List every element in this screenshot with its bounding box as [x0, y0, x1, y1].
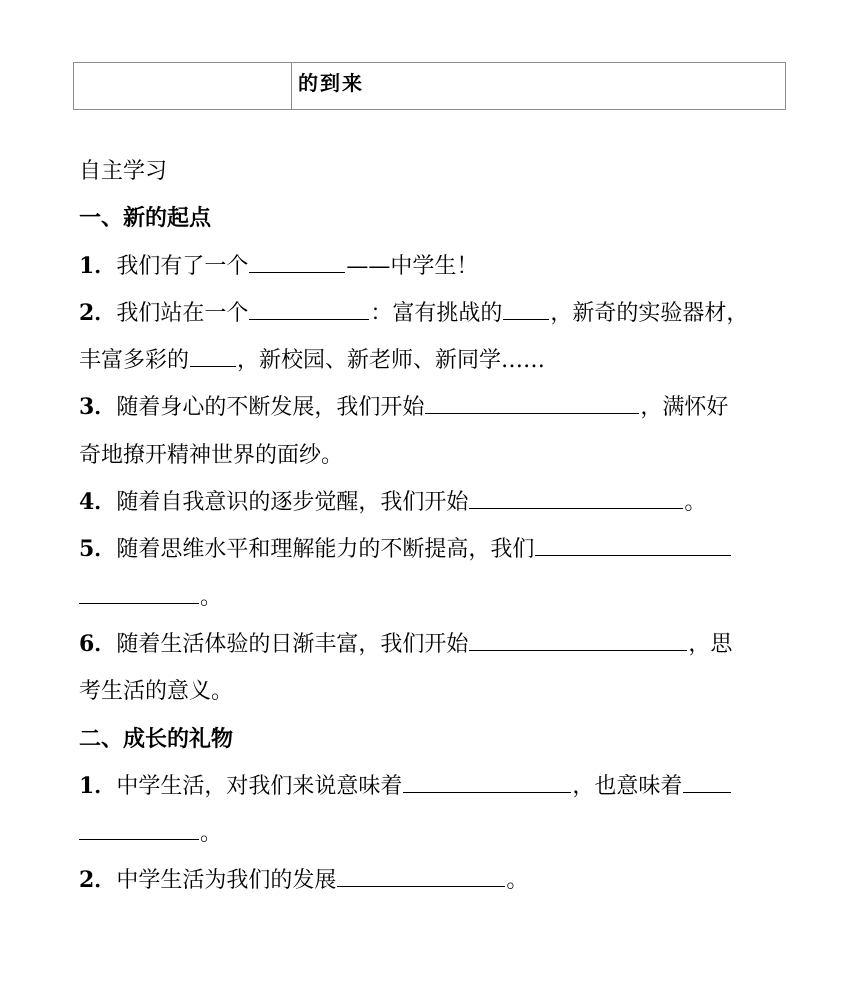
top-table [73, 62, 786, 110]
question-text: 。 [200, 821, 223, 847]
question-number: 4． [79, 489, 117, 516]
section1-title: 一、新的起点 [79, 205, 212, 232]
question-1-5-cont [79, 574, 785, 621]
question-text: ——中学生！ [346, 253, 479, 279]
question-1-1 [79, 243, 785, 290]
question-text: 。 [200, 584, 223, 610]
section-header: 自主学习 [79, 159, 168, 184]
answer-blank[interactable] [190, 365, 236, 367]
table-cell-left [74, 63, 292, 109]
question-text: 。 [684, 490, 707, 516]
question-text: 。 [506, 868, 529, 894]
question-2-1-cont [79, 810, 785, 857]
question-text: ，新奇的实验器材， [550, 300, 749, 326]
question-text: 中学生活，对我们来说意味着 [116, 773, 403, 799]
answer-blank[interactable] [469, 649, 687, 651]
question-number: 6． [79, 630, 117, 657]
answer-blank[interactable] [249, 318, 369, 320]
section2-title: 二、成长的礼物 [79, 725, 234, 752]
answer-blank[interactable] [337, 885, 505, 887]
question-1-2 [79, 290, 785, 337]
question-number: 1． [79, 772, 117, 799]
question-1-6 [79, 621, 785, 668]
question-text: ，也意味着 [572, 773, 683, 799]
worksheet-content [79, 148, 785, 905]
question-text: 随着思维水平和理解能力的不断提高，我们 [116, 537, 535, 563]
answer-blank[interactable] [683, 791, 731, 793]
question-2-2 [79, 857, 785, 904]
answer-blank[interactable] [535, 554, 731, 556]
question-number: 5． [79, 536, 117, 563]
question-number: 2． [79, 867, 117, 894]
question-text: 丰富多彩的 [79, 348, 190, 374]
answer-blank[interactable] [425, 412, 639, 414]
question-1-5 [79, 526, 785, 573]
question-number: 1． [79, 252, 117, 279]
question-text: 我们有了一个 [116, 253, 249, 279]
question-text: ，思 [688, 631, 733, 657]
question-1-3-cont: 奇地撩开精神世界的面纱。 [79, 442, 344, 468]
question-text: 我们站在一个 [116, 300, 249, 326]
question-1-6-cont: 考生活的意义。 [79, 679, 234, 705]
question-text: 中学生活为我们的发展 [116, 868, 337, 894]
answer-blank[interactable] [469, 507, 683, 509]
answer-blank[interactable] [79, 602, 199, 604]
question-1-2-cont [79, 337, 785, 384]
question-number: 3． [79, 394, 117, 421]
question-number: 2． [79, 299, 117, 326]
question-1-3 [79, 384, 785, 431]
question-text: 随着生活体验的日渐丰富，我们开始 [116, 631, 469, 657]
question-text: 随着自我意识的逐步觉醒，我们开始 [116, 490, 469, 516]
question-text: ，满怀好 [640, 395, 729, 421]
table-cell-right: 的到来 [298, 71, 364, 95]
question-text: ：富有挑战的 [370, 300, 503, 326]
question-1-4 [79, 479, 785, 526]
answer-blank[interactable] [79, 838, 199, 840]
answer-blank[interactable] [503, 318, 549, 320]
answer-blank[interactable] [403, 791, 571, 793]
answer-blank[interactable] [249, 271, 345, 273]
question-text: ，新校园、新老师、新同学…… [237, 348, 546, 374]
question-text: 随着身心的不断发展，我们开始 [116, 395, 425, 421]
question-2-1 [79, 763, 785, 810]
